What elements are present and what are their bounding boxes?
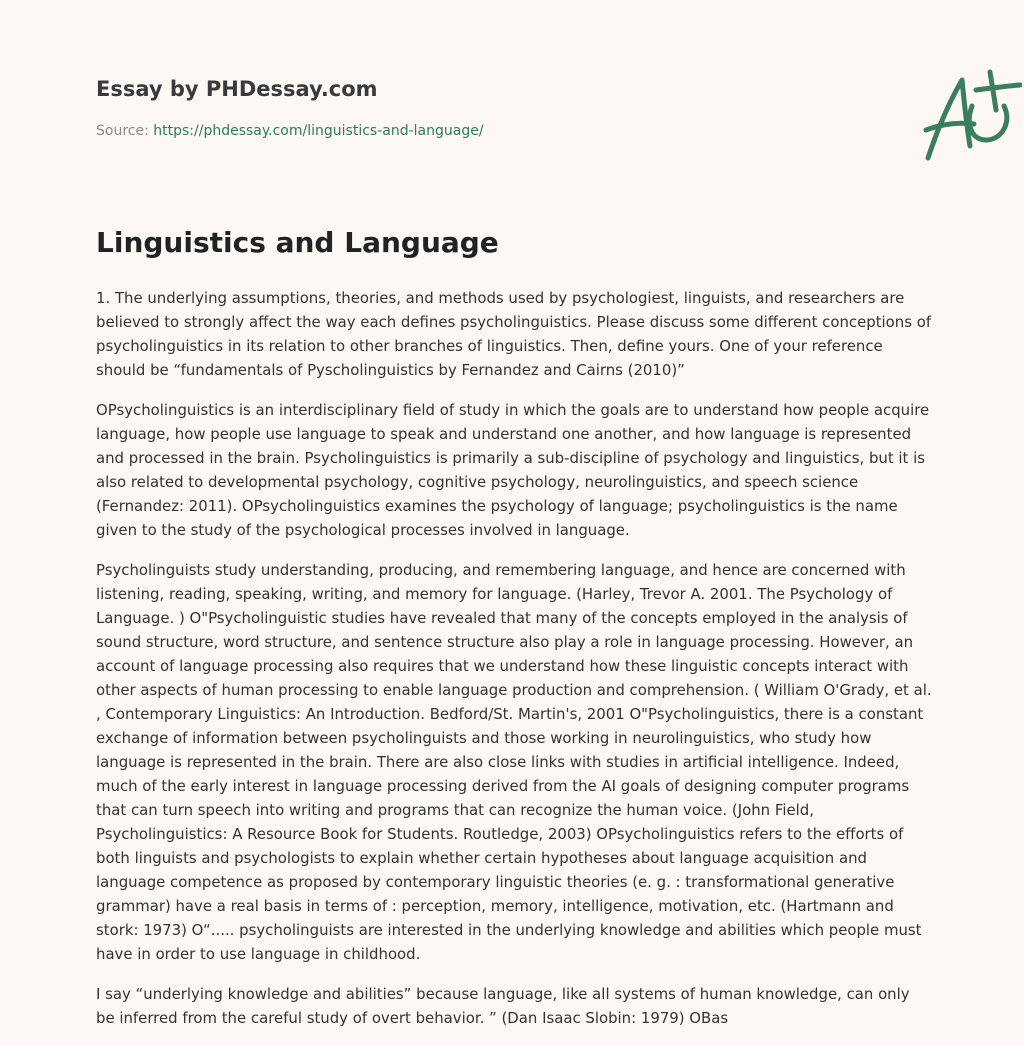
essay-title: Linguistics and Language [96,226,499,259]
essay-paragraph-2: OPsycholinguistics is an interdisciplinary field of study in which the goals are to understand how people acquire language, how people use language to speak and understand one another, and how language is represented and processed in the brain. Psycholinguistics is primarily a sub-discipline of psychology and linguistics, but it is also related to developmental psychology, cognitive psychology, neurolinguistics, and speech science (Fernandez: 2011). OPsycholinguistics examines the psychology of language; psycholinguistics is the name given to the study of the psychological processes involved in language. [96,401,930,539]
essay-paragraph-1: 1. The underlying assumptions, theories, and methods used by psychologiest, linguists, and researchers are believed to strongly affect the way each defines psycholinguistics. Please discuss some different conceptions of psycholinguistics in its relation to other branches of linguistics. Then, define yours. One of your reference should be “fundamentals of Pyscholinguistics by Fernandez and Cairns (2010)” [96,289,932,379]
site-title: Essay by PHDessay.com [96,77,378,101]
source-line [96,123,484,139]
source-label: Source: [96,123,154,139]
essay-paragraph-4: I say “underlying knowledge and abilities” because language, like all systems of human knowledge, can only be inferred from the careful study of overt behavior. ” (Dan Isaac Slobin: 1979) OBas [96,985,910,1027]
a-plus-logo-icon [916,66,1022,166]
essay-body [96,286,932,1046]
essay-paragraph-3: Psycholinguists study understanding, producing, and remembering language, and hence are concerned with listening, reading, speaking, writing, and memory for language. (Harley, Trevor A. 2001. The Psychology of Language. ) O"Psycholinguistic studies have revealed that many of the concepts employed in the analysis of sound structure, word structure, and sentence structure also play a role in language processing. However, an account of language processing also requires that we understand how these linguistic concepts interact with other aspects of human processing to enable language production and comprehension. ( William O'Grady, et al. , Contemporary Linguistics: An Introduction. Bedford/St. Martin's, 2001 O"Psycholinguistics, there is a constant exchange of information between psycholinguists and those working in neurolinguistics, who study how language is represented in the brain. There are also close links with studies in artificial intelligence. Indeed, much of the early interest in language processing derived from the AI goals of designing computer programs that can turn speech into writing and programs that can recognize the human voice. (John Field, Psycholinguistics: A Resource Book for Students. Routledge, 2003) OPsycholinguistics refers to the efforts of both linguists and psychologists to explain whether certain hypotheses about language acquisition and language competence as proposed by contemporary linguistic theories (e. g. : transformational generative grammar) have a real basis in terms of : perception, memory, intelligence, motivation, etc. (Hartmann and stork: 1973) O“..... psycholinguists are interested in the underlying knowledge and abilities which people must have in order to use language in childhood. [96,561,932,963]
source-link[interactable]: https://phdessay.com/linguistics-and-language/ [153,123,484,139]
